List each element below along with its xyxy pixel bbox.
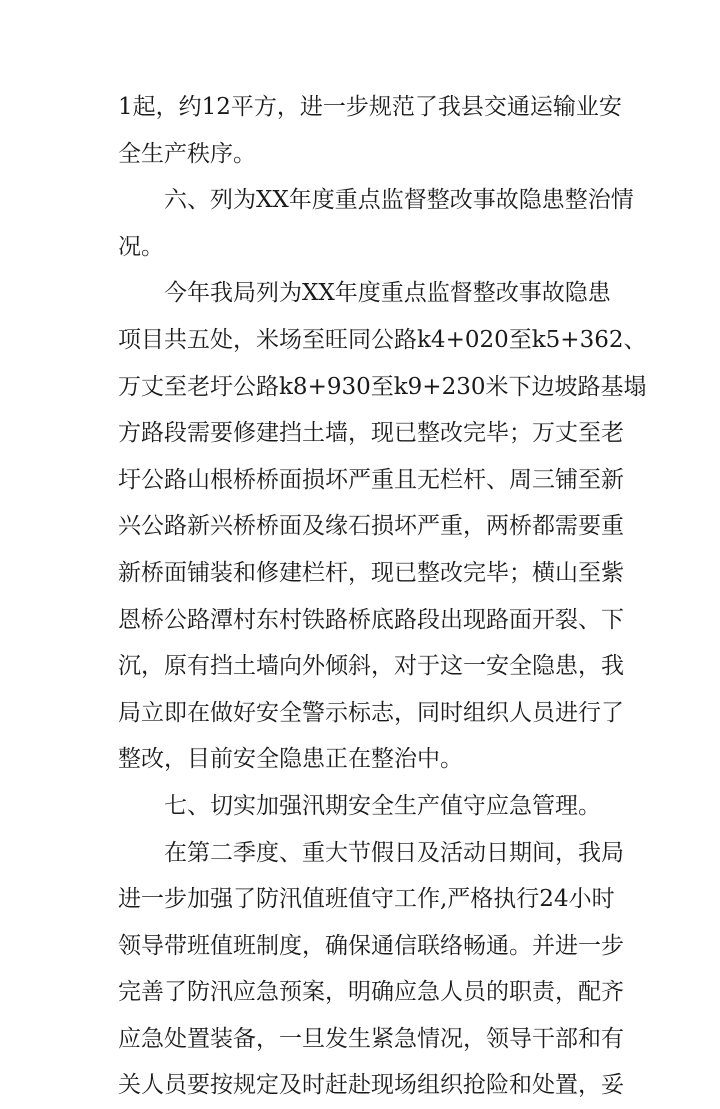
text-line: 六、列为XX年度重点监督整改事故隐患整治情 xyxy=(164,187,634,214)
text-line: 七、切实加强汛期安全生产值守应急管理。 xyxy=(164,792,601,819)
text-line: 完善了防汛应急预案，明确应急人员的职责，配齐 xyxy=(118,979,624,1006)
text-line: 局立即在做好安全警示标志，同时组织人员进行了 xyxy=(118,699,624,726)
text-line: 况。 xyxy=(118,233,164,260)
text-line: 进一步加强了防汛值班值守工作,严格执行24小时 xyxy=(118,886,615,913)
text-line: 1起，约12平方，进一步规范了我县交通运输业安 xyxy=(118,94,622,120)
text-line: 关人员要按规定及时赶赴现场组织抢险和处置，妥 xyxy=(118,1072,624,1099)
text-line: 新桥面铺装和修建栏杆，现已整改完毕；横山至紫 xyxy=(118,559,624,586)
body-text xyxy=(118,84,647,1109)
text-line: 兴公路新兴桥桥面及缘石损坏严重，两桥都需要重 xyxy=(118,513,624,540)
text-line: 今年我局列为XX年度重点监督整改事故隐患 xyxy=(164,280,611,307)
text-line: 恩桥公路潭村东村铁路桥底路段出现路面开裂、下 xyxy=(118,606,624,633)
text-line: 应急处置装备，一旦发生紧急情况，领导干部和有 xyxy=(118,1025,624,1052)
text-line: 全生产秩序。 xyxy=(118,140,256,167)
text-line: 整改，目前安全隐患正在整治中。 xyxy=(118,746,463,773)
text-line: 领导带班值班制度，确保通信联络畅通。并进一步 xyxy=(118,932,624,959)
text-line: 沉，原有挡土墙向外倾斜，对于这一安全隐患，我 xyxy=(118,653,624,680)
text-line: 万丈至老圩公路k8+930至k9+230米下边坡路基塌 xyxy=(118,373,647,400)
text-line: 圩公路山根桥桥面损坏严重且无栏杆、周三铺至新 xyxy=(118,466,624,493)
text-line: 项目共五处，米场至旺同公路k4+020至k5+362、 xyxy=(118,326,647,353)
text-line: 方路段需要修建挡土墙，现已整改完毕；万丈至老 xyxy=(118,420,624,447)
text-line: 在第二季度、重大节假日及活动日期间，我局 xyxy=(164,839,624,866)
